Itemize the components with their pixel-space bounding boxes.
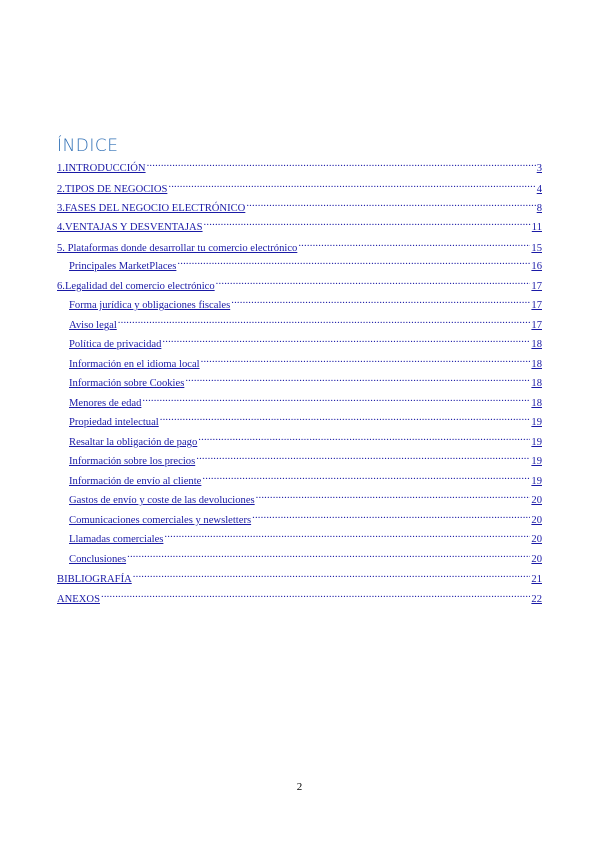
toc-entry-page: 22 [531, 594, 542, 605]
toc-entry-label: 5. Plataformas donde desarrollar tu comercio electrónico [57, 243, 298, 254]
toc-entry-llamadas[interactable] [69, 526, 542, 545]
toc-entry-page: 18 [531, 398, 542, 409]
toc-dot-leader [202, 468, 530, 484]
toc-dot-leader [101, 586, 530, 602]
toc-entry-label: Propiedad intelectual [69, 417, 159, 428]
toc-entry-marketplaces[interactable] [69, 253, 542, 272]
toc-dot-leader [185, 370, 530, 386]
toc-entry-page: 20 [531, 554, 542, 565]
toc-dot-leader [168, 176, 535, 192]
toc-entry-propiedad-intelectual[interactable] [69, 409, 542, 428]
toc-entry-forma-juridica[interactable] [69, 292, 542, 311]
toc-entry-page: 18 [531, 378, 542, 389]
toc-entry-legalidad[interactable] [57, 273, 542, 292]
toc-entry-label: 1.INTRODUCCIÓN [57, 163, 146, 174]
toc-entry-label: Información de envío al cliente [69, 476, 202, 487]
toc-entry-label: Principales MarketPlaces [69, 261, 177, 272]
toc-entry-menores[interactable] [69, 390, 542, 409]
toc-entry-label: Conclusiones [69, 554, 127, 565]
toc-dot-leader [133, 566, 531, 582]
toc-entry-page: 17 [531, 300, 542, 311]
toc-entry-label: Llamadas comerciales [69, 534, 164, 545]
toc-dot-leader [164, 526, 530, 542]
toc-entry-page: 17 [531, 320, 542, 331]
toc-dot-leader [246, 195, 535, 211]
toc-dot-leader [256, 487, 531, 503]
toc-dot-leader [252, 507, 530, 523]
toc-entry-page: 19 [531, 417, 542, 428]
toc-entry-anexos[interactable] [57, 586, 542, 605]
toc-entry-aviso-legal[interactable] [69, 312, 542, 331]
toc-dot-leader [177, 253, 530, 269]
toc-entry-obligacion-pago[interactable] [69, 429, 542, 448]
toc-entry-page: 21 [531, 574, 542, 585]
toc-dot-leader [162, 331, 530, 347]
toc-entry-page: 18 [531, 339, 542, 350]
toc-dot-leader [204, 214, 531, 230]
toc-entry-conclusiones[interactable] [69, 546, 542, 565]
toc-entry-label: Resaltar la obligación de pago [69, 437, 198, 448]
toc-entry-ventajas[interactable] [57, 214, 542, 233]
toc-entry-comunicaciones[interactable] [69, 507, 542, 526]
toc-entry-fases[interactable] [57, 195, 542, 214]
toc-dot-leader [201, 351, 531, 367]
toc-entry-label: BIBLIOGRAFÍA [57, 574, 132, 585]
toc-entry-label: 2.TIPOS DE NEGOCIOS [57, 184, 168, 195]
toc-dot-leader [216, 273, 531, 289]
toc-dot-leader [147, 155, 536, 171]
toc-entry-privacidad[interactable] [69, 331, 542, 350]
toc-entry-label: Gastos de envío y coste de las devoluciones [69, 495, 255, 506]
toc-entry-label: Información sobre Cookies [69, 378, 185, 389]
toc-entry-label: 3.FASES DEL NEGOCIO ELECTRÓNICO [57, 203, 246, 214]
toc-entry-label: Información sobre los precios [69, 456, 196, 467]
toc-entry-plataformas[interactable] [57, 235, 542, 254]
toc-entry-page: 15 [531, 243, 542, 254]
toc-entry-cookies[interactable] [69, 370, 542, 389]
toc-dot-leader [160, 409, 531, 425]
toc-entry-page: 11 [531, 222, 542, 233]
toc-entry-label: Información en el idioma local [69, 359, 200, 370]
toc-entry-label: Menores de edad [69, 398, 142, 409]
toc-entry-precios[interactable] [69, 448, 542, 467]
toc-entry-page: 18 [531, 359, 542, 370]
toc-entry-label: Política de privacidad [69, 339, 162, 350]
toc-entry-tipos-de-negocios[interactable] [57, 176, 542, 195]
toc-entry-page: 16 [531, 261, 542, 272]
toc-entry-page: 17 [531, 281, 542, 292]
toc-entry-label: Aviso legal [69, 320, 117, 331]
toc-entry-page: 8 [536, 203, 542, 214]
page-number: 2 [296, 781, 303, 793]
toc-entry-page: 20 [531, 515, 542, 526]
toc-dot-leader [127, 546, 530, 562]
toc-entry-bibliografia[interactable] [57, 566, 542, 585]
toc-entry-introduccion[interactable] [57, 155, 542, 174]
toc-entry-idioma-local[interactable] [69, 351, 542, 370]
toc-dot-leader [198, 429, 530, 445]
toc-entry-page: 19 [531, 476, 542, 487]
toc-entry-label: ANEXOS [57, 594, 100, 605]
toc-entry-page: 20 [531, 534, 542, 545]
toc-dot-leader [118, 312, 531, 328]
toc-entry-label: 6.Legalidad del comercio electrónico [57, 281, 215, 292]
toc-title: ÍNDICE [57, 136, 119, 156]
toc-entry-label: 4.VENTAJAS Y DESVENTAJAS [57, 222, 203, 233]
toc-dot-leader [142, 390, 530, 406]
toc-entry-page: 19 [531, 456, 542, 467]
toc-entry-gastos-envio[interactable] [69, 487, 542, 506]
toc-dot-leader [196, 448, 530, 464]
toc-dot-leader [231, 292, 530, 308]
toc-entry-page: 19 [531, 437, 542, 448]
toc-entry-label: Forma jurídica y obligaciones fiscales [69, 300, 231, 311]
toc-entry-page: 4 [536, 184, 542, 195]
toc-entry-label: Comunicaciones comerciales y newsletters [69, 515, 252, 526]
toc-entry-envio-cliente[interactable] [69, 468, 542, 487]
toc-dot-leader [298, 235, 530, 251]
toc-entry-page: 3 [536, 163, 542, 174]
toc-entry-page: 20 [531, 495, 542, 506]
